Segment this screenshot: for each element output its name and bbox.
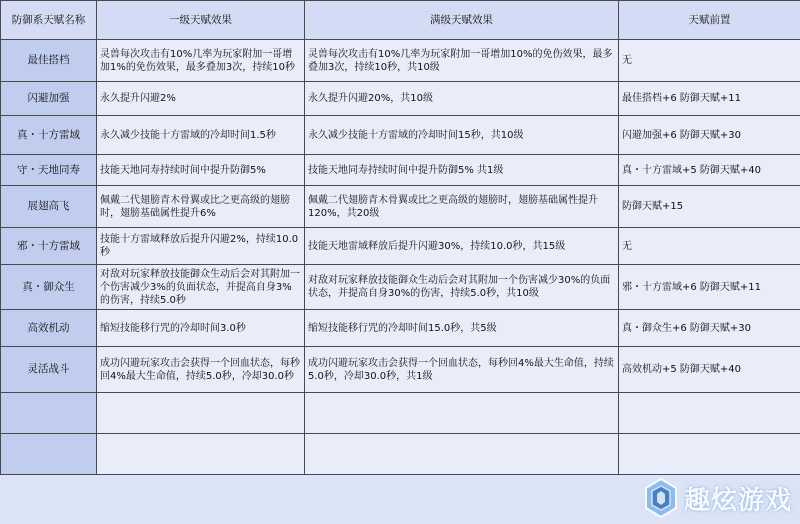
talent-name: 邪・十方雷域 xyxy=(1,228,97,265)
talent-name: 真・十方雷域 xyxy=(1,116,97,155)
table-row xyxy=(1,265,800,310)
level1-effect: 永久提升闪避2% xyxy=(97,82,305,116)
prerequisite: 无 xyxy=(619,40,800,82)
level1-effect: 技能天地同寿持续时间中提升防御5% xyxy=(97,155,305,186)
prerequisite: 高效机动+5 防御天赋+40 xyxy=(619,347,800,393)
talent-name: 灵活战斗 xyxy=(1,347,97,393)
header-prereq: 天赋前置 xyxy=(619,1,800,40)
prerequisite: 防御天赋+15 xyxy=(619,186,800,228)
table-row xyxy=(1,228,800,265)
level1-effect: 佩戴二代翅膀青木骨翼或比之更高级的翅膀时，翅膀基础属性提升6% xyxy=(97,186,305,228)
max-effect: 成功闪避玩家攻击会获得一个回血状态，每秒回4%最大生命值，持续5.0秒，冷却30.0秒，共1级 xyxy=(305,347,619,393)
empty-row xyxy=(1,393,800,434)
empty-cell xyxy=(97,434,305,475)
prerequisite: 闪避加强+6 防御天赋+30 xyxy=(619,116,800,155)
prerequisite: 最佳搭档+6 防御天赋+11 xyxy=(619,82,800,116)
crystal-logo-icon xyxy=(644,478,678,518)
talent-name: 闪避加强 xyxy=(1,82,97,116)
prerequisite: 邪・十方雷域+6 防御天赋+11 xyxy=(619,265,800,310)
header-max: 满级天赋效果 xyxy=(305,1,619,40)
table-row xyxy=(1,116,800,155)
empty-cell xyxy=(619,434,800,475)
empty-cell xyxy=(305,393,619,434)
max-effect: 技能天地同寿持续时间中提升防御5% 共1级 xyxy=(305,155,619,186)
empty-cell xyxy=(1,434,97,475)
level1-effect: 对敌对玩家释放技能御众生动后会对其附加一个伤害减少3%的负面状态，并提高自身3%的伤害，持续5.0秒 xyxy=(97,265,305,310)
max-effect: 技能天地雷域释放后提升闪避30%，持续10.0秒，共15级 xyxy=(305,228,619,265)
empty-cell xyxy=(305,434,619,475)
prerequisite: 无 xyxy=(619,228,800,265)
level1-effect: 成功闪避玩家攻击会获得一个回血状态，每秒回4%最大生命值，持续5.0秒，冷却30.0秒 xyxy=(97,347,305,393)
max-effect: 灵兽每次攻击有10%几率为玩家附加一哥增加10%的免伤效果，最多叠加3次，持续10秒，共10级 xyxy=(305,40,619,82)
talent-name: 真・御众生 xyxy=(1,265,97,310)
talent-name: 守・天地同寿 xyxy=(1,155,97,186)
table-row xyxy=(1,347,800,393)
table-row xyxy=(1,155,800,186)
prerequisite: 真・十方雷域+5 防御天赋+40 xyxy=(619,155,800,186)
prerequisite: 真・御众生+6 防御天赋+30 xyxy=(619,310,800,347)
table-row xyxy=(1,310,800,347)
table-row xyxy=(1,82,800,116)
empty-cell xyxy=(1,393,97,434)
talent-name: 最佳搭档 xyxy=(1,40,97,82)
max-effect: 缩短技能移行咒的冷却时间15.0秒，共5级 xyxy=(305,310,619,347)
max-effect: 对敌对玩家释放技能御众生动后会对其附加一个伤害减少30%的负面状态，并提高自身30%的伤害，持续5.0秒，共10级 xyxy=(305,265,619,310)
table-row xyxy=(1,40,800,82)
max-effect: 佩戴二代翅膀青木骨翼或比之更高级的翅膀时，翅膀基础属性提升120%，共20级 xyxy=(305,186,619,228)
level1-effect: 技能十方雷域释放后提升闪避2%，持续10.0秒 xyxy=(97,228,305,265)
level1-effect: 灵兽每次攻击有10%几率为玩家附加一哥增加1%的免伤效果，最多叠加3次，持续10秒 xyxy=(97,40,305,82)
max-effect: 永久提升闪避20%，共10级 xyxy=(305,82,619,116)
header-name: 防御系天赋名称 xyxy=(1,1,97,40)
level1-effect: 永久减少技能十方雷域的冷却时间1.5秒 xyxy=(97,116,305,155)
table-row xyxy=(1,186,800,228)
watermark xyxy=(644,478,792,518)
level1-effect: 缩短技能移行咒的冷却时间3.0秒 xyxy=(97,310,305,347)
empty-cell xyxy=(97,393,305,434)
empty-cell xyxy=(619,393,800,434)
watermark-text: 趣炫游戏 xyxy=(683,485,792,516)
header-level1: 一级天赋效果 xyxy=(97,1,305,40)
max-effect: 永久减少技能十方雷域的冷却时间15秒，共10级 xyxy=(305,116,619,155)
talent-name: 展翅高飞 xyxy=(1,186,97,228)
talent-name: 高效机动 xyxy=(1,310,97,347)
header-row xyxy=(1,1,800,40)
empty-row xyxy=(1,434,800,475)
